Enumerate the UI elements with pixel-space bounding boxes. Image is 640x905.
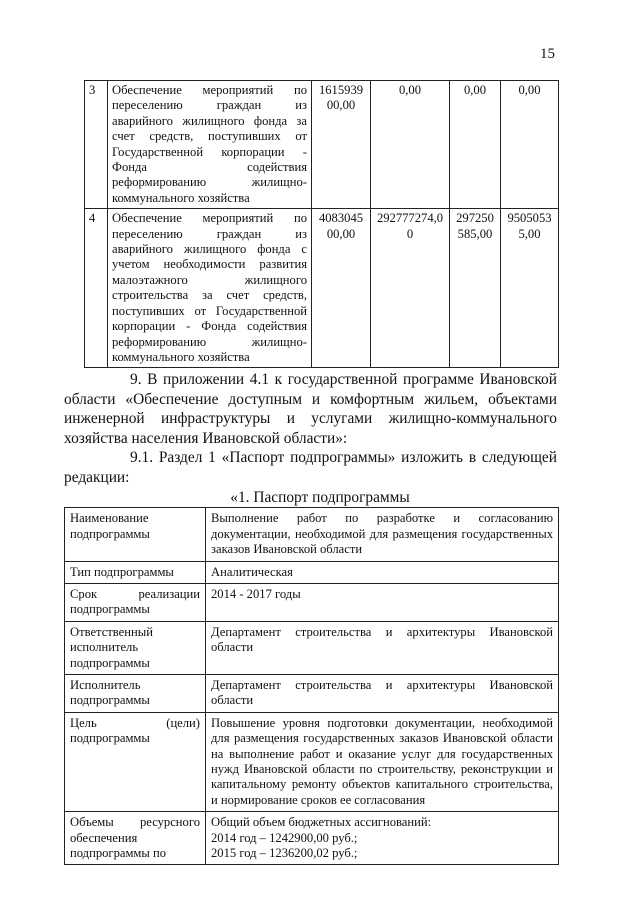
passport-value: Департамент строительства и архитектуры Ивановской области xyxy=(206,674,559,712)
table-row xyxy=(65,561,559,583)
row-value: 408304500,00 xyxy=(312,209,371,368)
paragraph-9-1: 9.1. Раздел 1 «Паспорт подпрограммы» изложить в следующей редакции: xyxy=(64,449,557,486)
row-value: 297250585,00 xyxy=(450,209,501,368)
table-row xyxy=(65,583,559,621)
passport-table xyxy=(64,507,559,865)
passport-value: Аналитическая xyxy=(206,561,559,583)
table-row xyxy=(65,712,559,811)
passport-value: Выполнение работ по разработке и согласованию документации, необходимой для размещения государственных заказов Ивановской области xyxy=(206,508,559,561)
paragraph-9: 9. В приложении 4.1 к государственной программе Ивановской области «Обеспечение доступным и комфортным жильем, объектами инженерной инфраструктуры и услугами жилищно-коммунального хозяйства населения Ивановской области»: xyxy=(64,371,557,447)
passport-value: Повышение уровня подготовки документации, необходимой для размещения государственных заказов Ивановской области на выполнение работ и оказание услуг для государственных нужд Ивановской области по строительству, реконструкции и капитальному ремонту объектов капитального строительства, и нормирование сроков ее согласования xyxy=(206,712,559,811)
row-description: Обеспечение мероприятий по переселению граждан из аварийного жилищного фонда с учетом необходимости развития малоэтажного жилищного строительства за счет средств, поступивших от Государственной корпорации - Фонда содействия реформированию жилищно-коммунального хозяйства xyxy=(108,209,312,368)
row-value: 161593900,00 xyxy=(312,81,371,209)
funding-table xyxy=(84,80,559,368)
passport-value: Департамент строительства и архитектуры Ивановской области xyxy=(206,621,559,674)
passport-label: Наименование подпрограммы xyxy=(65,508,206,561)
funding-line: Общий объем бюджетных ассигнований: xyxy=(211,815,432,830)
funding-line: 2015 год – 1236200,02 руб.; xyxy=(211,846,358,861)
passport-value xyxy=(206,812,559,865)
row-value: 292777274,00 xyxy=(371,209,450,368)
table-row xyxy=(65,621,559,674)
passport-label: Ответственный исполнитель подпрограммы xyxy=(65,621,206,674)
funding-line: 2014 год – 1242900,00 руб.; xyxy=(211,830,358,845)
row-number: 4 xyxy=(85,209,108,368)
table-row xyxy=(85,81,559,209)
row-value: 0,00 xyxy=(501,81,559,209)
passport-value: 2014 - 2017 годы xyxy=(206,583,559,621)
table-row xyxy=(85,209,559,368)
row-value: 95050535,00 xyxy=(501,209,559,368)
passport-label: Исполнитель подпрограммы xyxy=(65,674,206,712)
passport-label: Объемы ресурсного обеспечения подпрограммы по xyxy=(65,812,206,865)
passport-title: «1. Паспорт подпрограммы xyxy=(230,489,410,507)
row-number: 3 xyxy=(85,81,108,209)
row-description: Обеспечение мероприятий по переселению граждан из аварийного жилищного фонда за счет средств, поступивших от Государственной корпорации - Фонда содействия реформированию жилищно-коммунального хозяйства xyxy=(108,81,312,209)
row-value: 0,00 xyxy=(450,81,501,209)
table-row xyxy=(65,508,559,561)
table-row xyxy=(65,674,559,712)
page-number: 15 xyxy=(540,46,555,62)
passport-label: Цель (цели) подпрограммы xyxy=(65,712,206,811)
passport-label: Срок реализации подпрограммы xyxy=(65,583,206,621)
passport-label: Тип подпрограммы xyxy=(65,561,206,583)
table-row xyxy=(65,812,559,865)
row-value: 0,00 xyxy=(371,81,450,209)
